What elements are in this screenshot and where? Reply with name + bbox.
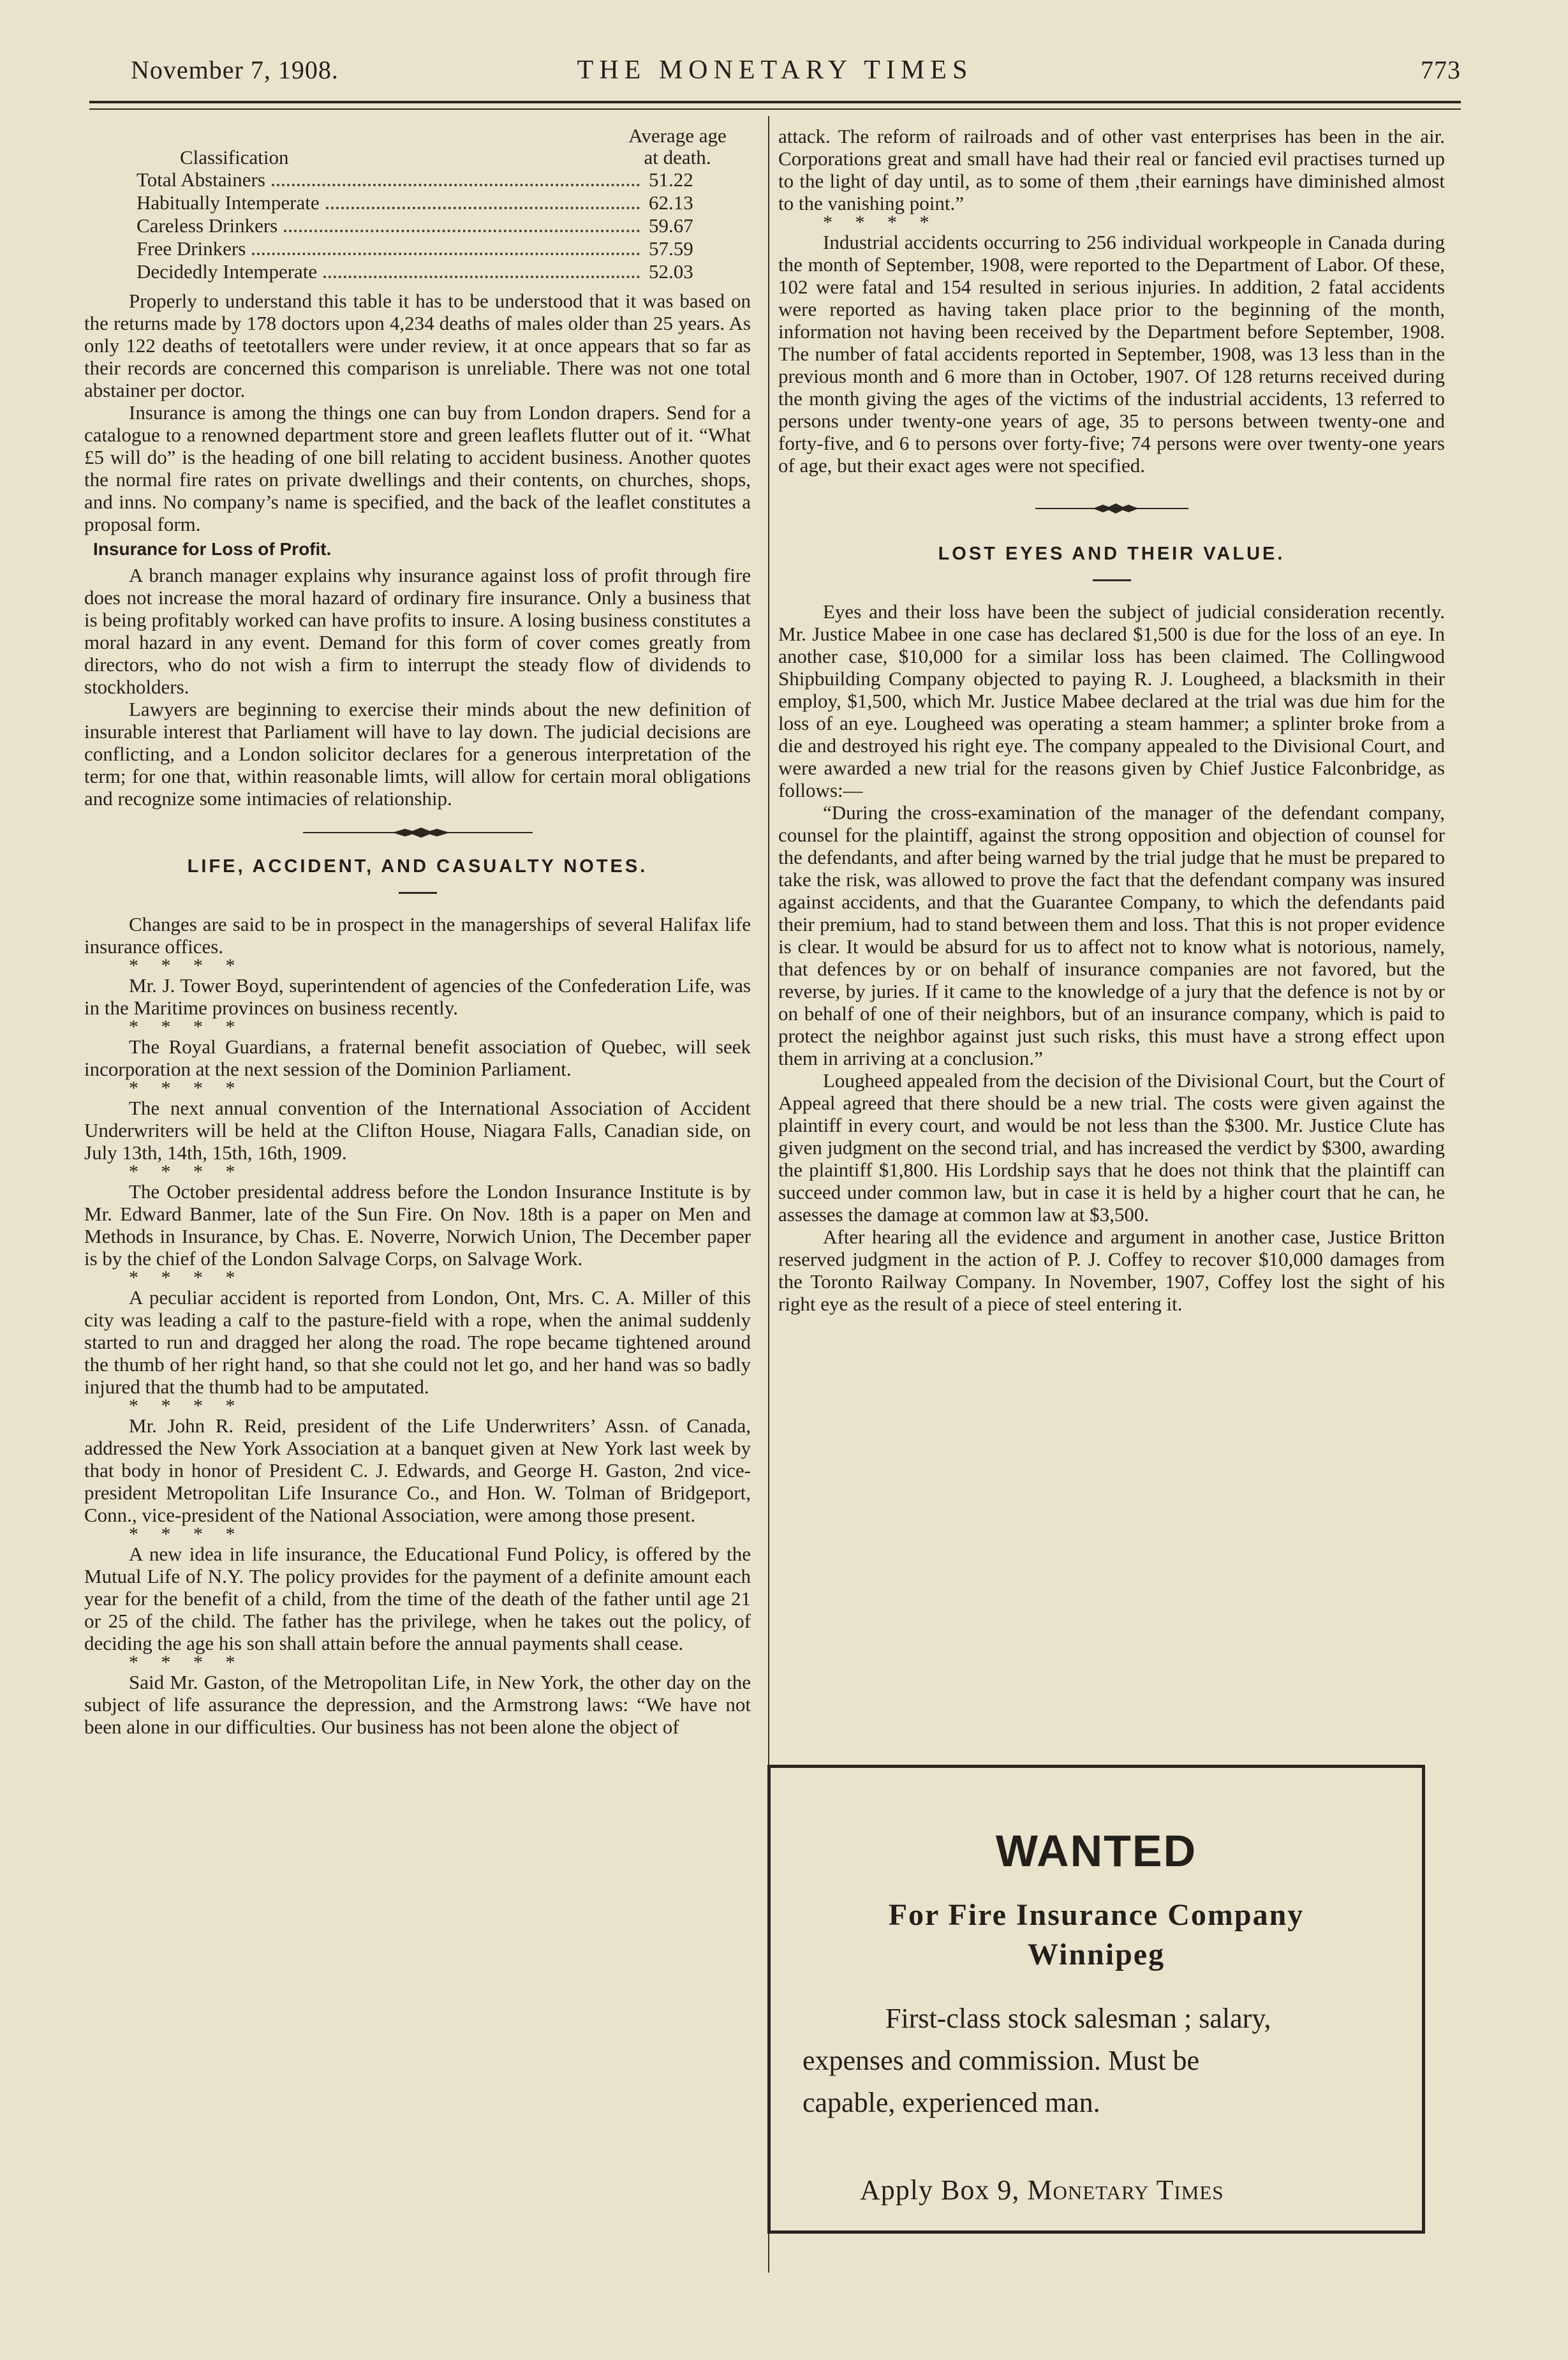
publication-title: THE MONETARY TIMES bbox=[577, 56, 973, 85]
section-title: LIFE, ACCIDENT, AND CASUALTY NOTES. bbox=[187, 856, 648, 877]
ad-subheading-line1: For Fire Insurance Company bbox=[888, 1898, 1305, 1932]
table-row-label: Habitually Intemperate bbox=[137, 191, 320, 214]
note: Mr. John R. Reid, president of the Life Underwriters’ Assn. of Canada, addressed the New York Association at a banquet given at New York last week by that body in honor of President C. J. Edwards, and George H. Gaston, 2nd vice-president Metropolitan Life Insurance Co., and Hon. W. Tolman of Bridgeport, Conn., vice-president of the National Association, were among those present. bbox=[84, 1414, 751, 1526]
table-row-value: 52.03 bbox=[649, 260, 693, 283]
paragraph: After hearing all the evidence and argument in another case, Justice Britton reserved judgment in the action of P. J. Coffey to recover $10,000 damages from the Toronto Railway Company. In November, 1907, Coffey lost the sight of his right eye as the result of a piece of steel entering it. bbox=[778, 1226, 1445, 1315]
table-row-value: 62.13 bbox=[649, 191, 693, 214]
table-row bbox=[84, 214, 751, 237]
ad-body-line: First-class stock salesman ; salary, bbox=[885, 2003, 1271, 2034]
note: Said Mr. Gaston, of the Metropolitan Life, in New York, the other day on the subject of life assurance the depression, and the Armstrong laws: “We have not been alone in our difficulties. Our business has not been alone the object of bbox=[84, 1671, 751, 1738]
table-header-average-age bbox=[604, 125, 751, 168]
title-rule bbox=[399, 892, 437, 894]
note: A peculiar accident is reported from London, Ont, Mrs. C. A. Miller of this city was leading a calf to the pasture-field with a rope, when the animal suddenly started to run and dragged her along the road. The rope became tightened around the thumb of her right hand, so that she could not let go, and her hand was so badly injured that the thumb had to be amputated. bbox=[84, 1286, 751, 1398]
table-header-average-age-line2: at death. bbox=[644, 146, 711, 168]
table-row-label: Free Drinkers bbox=[137, 237, 246, 260]
note: Changes are said to be in prospect in the managerships of several Halifax life insurance offices. bbox=[84, 913, 751, 958]
paragraph: Insurance is among the things one can buy from London drapers. Send for a catalogue to a renowned department store and green leaflets flutter out of it. “What £5 will do” is the heading of one bill relating to accident business. Another quotes the normal fire rates on private dwellings and their contents, on churches, shops, and inns. No company’s name is specified, and the back of the leaflet constitutes a proposal form. bbox=[84, 401, 751, 535]
note: The Royal Guardians, a fraternal benefit association of Quebec, will seek incorporation at the next session of the Dominion Parliament. bbox=[84, 1035, 751, 1080]
table-row bbox=[84, 191, 751, 214]
ad-body bbox=[802, 1998, 1390, 2124]
stars-separator: * * * * bbox=[129, 955, 244, 976]
subheading: Insurance for Loss of Profit. bbox=[93, 539, 332, 559]
ad-subheading-line2: Winnipeg bbox=[1027, 1938, 1165, 1971]
table-row-label: Total Abstainers bbox=[137, 168, 265, 191]
ad-apply-line bbox=[771, 2174, 1422, 2206]
paragraph: Properly to understand this table it has to be understood that it was based on the returns made by 178 doctors upon 4,234 deaths of males older than 25 years. As only 122 deaths of teetotallers were under review, it at once appears that so far as their records are concerned this comparison is unreliable. There was not one total abstainer per doctor. bbox=[84, 290, 751, 401]
table-row bbox=[84, 237, 751, 260]
stars-separator: * * * * bbox=[129, 1016, 244, 1037]
section-title: LOST EYES AND THEIR VALUE. bbox=[938, 544, 1285, 564]
table-row-value: 59.67 bbox=[649, 214, 693, 237]
ad-subheading bbox=[771, 1896, 1422, 1975]
wanted-advertisement bbox=[767, 1765, 1425, 2234]
stars-separator: * * * * bbox=[129, 1267, 244, 1288]
left-column bbox=[84, 125, 751, 1738]
masthead-rule bbox=[89, 101, 1461, 103]
note: The October presidental address before the London Insurance Institute is by Mr. Edward Banmer, late of the Sun Fire. On Nov. 18th is a paper on Men and Methods in Insurance, by Chas. E. Noverre, Norwich Union, The December paper is by the chief of the London Salvage Corps, on Salvage Work. bbox=[84, 1180, 751, 1270]
stars-separator: * * * * bbox=[129, 1395, 244, 1416]
paragraph: A branch manager explains why insurance against loss of profit through fire does not increase the moral hazard of ordinary fire insurance. Only a business that is being profitably worked can have profits to insure. A losing business constitutes a moral hazard in any event. Demand for this form of cover comes greatly from directors, who do not wish a firm to interrupt the steady flow of dividends to stockholders. bbox=[84, 564, 751, 698]
ornament-divider bbox=[303, 826, 533, 839]
right-column bbox=[778, 125, 1445, 1315]
paragraph: Lawyers are beginning to exercise their minds about the new definition of insurable interest that Parliament will have to lay down. The judicial decisions are conflicting, and a London solicitor declares for a generous interpretation of the term; for one that, within reasonable limts, will allow for certain moral obligations and recognize some intimacies of relationship. bbox=[84, 698, 751, 810]
issue-date: November 7, 1908. bbox=[131, 56, 339, 84]
paragraph: Industrial accidents occurring to 256 individual workpeople in Canada during the month of September, 1908, were reported to the Department of Labor. Of these, 102 were fatal and 154 resulted in serious injuries. In addition, 2 fatal accidents were reported as having taken place prior to the beginning of the month, information not having been received by the Department before September, 1908. The number of fatal accidents reported in September, 1908, was 13 less than in the previous month and 6 more than in October, 1907. Of 128 returns received during the month giving the ages of the victims of the industrial accidents, 13 referred to persons under twenty-one years of age, 35 to persons between twenty-one and forty-five, and 6 to persons over forty-five; 74 persons were over twenty-one years of age, but their exact ages were not specified. bbox=[778, 231, 1445, 477]
note: Mr. J. Tower Boyd, superintendent of agencies of the Confederation Life, was in the Maritime provinces on business recently. bbox=[84, 974, 751, 1019]
page-number: 773 bbox=[1421, 56, 1461, 84]
mortality-table bbox=[84, 125, 751, 283]
table-row-value: 51.22 bbox=[649, 168, 693, 191]
table-header-average-age-line1: Average age bbox=[628, 124, 727, 147]
title-rule bbox=[1093, 579, 1131, 581]
stars-separator: * * * * bbox=[129, 1078, 244, 1099]
note: A new idea in life insurance, the Educational Fund Policy, is offered by the Mutual Life of N.Y. The policy provides for the payment of a definite amount each year for the benefit of a child, from the time of the death of the father until age 21 or 25 of the child. The father has the privilege, when he takes out the policy, of deciding the age his son shall attain before the annual payments shall cease. bbox=[84, 1543, 751, 1654]
paragraph: “During the cross-examination of the manager of the defendant company, counsel for the plaintiff, against the strong opposition and objection of counsel for the defendants, and after being warned by the trial judge that he must be prepared to take the risk, was allowed to prove the fact that the defendant company was insured against accidents, and that the Guarantee Company, to which the defendants paid their premium, had to stand between them and loss. That this is not proper evidence is clear. It would be absurd for us to affect not to know what is notorious, namely, that defences by or on behalf of insurance companies are not favored, but the reverse, by juries. If it came to the knowledge of a jury that the defence is not by or on behalf of one of their neighbors, but of an insurance company, which is paid to protect the neighbor against just such risks, this must have a strong effect upon them in arriving at a conclusion.” bbox=[778, 801, 1445, 1069]
ad-apply-publication: Monetary Times bbox=[1027, 2174, 1224, 2206]
table-header bbox=[84, 125, 751, 168]
ad-body-line: capable, experienced man. bbox=[802, 2087, 1100, 2118]
stars-separator: * * * * bbox=[823, 212, 938, 233]
table-row-label: Careless Drinkers bbox=[137, 214, 278, 237]
paragraph: Lougheed appealed from the decision of the Divisional Court, but the Court of Appeal agreed that there should be a new trial. The costs were given against the plaintiff in every court, and would be not less than the $300. Mr. Justice Clute has given judgment on the second trial, and has increased the verdict by $300, awarding the plaintiff $1,800. His Lordship says that he does not think that the plaintiff can succeed under common law, but in case it is held by a higher court that he can, he assesses the damage at common law at $3,500. bbox=[778, 1069, 1445, 1226]
paragraph: attack. The reform of railroads and of other vast enterprises has been in the air. Corporations great and small have had their real or fancied evil practises turned up to the light of day until, as to some of them ,their earnings have diminished almost to the vanishing point.” bbox=[778, 125, 1445, 214]
note: The next annual convention of the International Association of Accident Underwriters will be held at the Clifton House, Niagara Falls, Canadian side, on July 13th, 14th, 15th, 16th, 1909. bbox=[84, 1097, 751, 1164]
paragraph: Eyes and their loss have been the subject of judicial consideration recently. Mr. Justice Mabee in one case has declared $1,500 is due for the loss of an eye. In another case, $10,000 for a similar loss has been claimed. The Collingwood Shipbuilding Company objected to paying R. J. Lougheed, a blacksmith in their employ, $1,500, which Mr. Justice Mabee declared at the trial was due him for the loss of an eye. Lougheed was operating a steam hammer; a splinter broke from a die and destroyed his right eye. The company appealed to the Divisional Court, and were awarded a new trial for the reasons given by Chief Justice Falconbridge, as follows:— bbox=[778, 600, 1445, 801]
ad-body-line: expenses and commission. Must be bbox=[802, 2045, 1200, 2076]
table-row bbox=[84, 260, 751, 283]
stars-separator: * * * * bbox=[129, 1652, 244, 1673]
table-row-label: Decidedly Intemperate bbox=[137, 260, 318, 283]
stars-separator: * * * * bbox=[129, 1161, 244, 1182]
table-row bbox=[84, 168, 751, 191]
table-header-classification: Classification bbox=[180, 146, 289, 168]
ad-headline: WANTED bbox=[995, 1826, 1197, 1876]
table-row-value: 57.59 bbox=[649, 237, 693, 260]
stars-separator: * * * * bbox=[129, 1524, 244, 1545]
masthead-rule-thin bbox=[89, 108, 1461, 110]
ad-apply-text: Apply Box 9, bbox=[860, 2174, 1020, 2206]
masthead bbox=[89, 55, 1461, 93]
ornament-divider bbox=[1035, 502, 1188, 515]
